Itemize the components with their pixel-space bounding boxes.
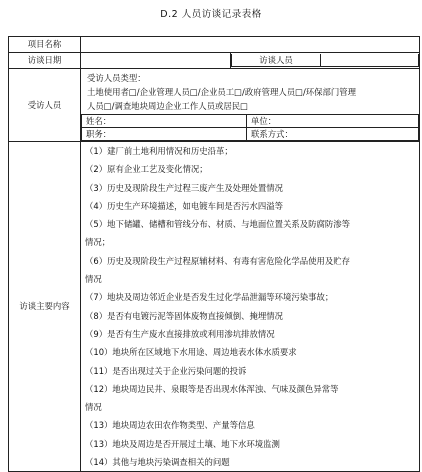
content-item: （1）建厂前土地利用情况和历史沿革； bbox=[85, 146, 233, 156]
interviewer-field[interactable] bbox=[321, 54, 419, 67]
content-item: （9）是否有生产废水直接排放或利用渗坑排放情况 bbox=[85, 328, 275, 339]
project-name-field[interactable] bbox=[81, 37, 420, 53]
content-item: （13）地块周边农田农作物类型、产量等信息 bbox=[85, 420, 255, 431]
content-item: （3）历史及现阶段生产过程三废产生及处理处置情况 bbox=[85, 182, 283, 193]
interview-date-field[interactable] bbox=[81, 53, 231, 69]
main-content-label: 访谈主要内容 bbox=[9, 142, 81, 472]
contact-field[interactable] bbox=[247, 128, 419, 141]
row-interviewee bbox=[9, 69, 420, 142]
interviewee-details bbox=[81, 69, 420, 142]
content-item: （11）是否出现过关于企业污染问题的投诉 bbox=[85, 365, 247, 376]
content-item-continuation: 情况； bbox=[85, 237, 111, 248]
content-item: （8）是否有电镀污泥等固体废物直接倾倒、掩埋情况 bbox=[85, 310, 283, 321]
row-interview-date bbox=[9, 53, 420, 69]
content-item-continuation: 情况 bbox=[85, 274, 102, 285]
content-item: （10）地块所在区域地下水用途、周边地表水体水质要求 bbox=[85, 347, 297, 358]
content-item: （4）历史生产环境描述，如电镀车间是否污水四溢等 bbox=[85, 200, 283, 211]
unit-label: 单位： bbox=[251, 116, 277, 126]
content-item: （13）地块及周边是否开展过土壤、地下水环境监测 bbox=[85, 438, 280, 449]
interview-record-table bbox=[8, 36, 420, 472]
position-field[interactable] bbox=[82, 128, 247, 141]
name-label: 姓名： bbox=[86, 116, 112, 126]
interviewer-label: 访谈人员 bbox=[232, 54, 321, 67]
content-item: （2）原有企业工艺及变化情况； bbox=[85, 164, 208, 175]
content-item: （14）其他与地块污染调查相关的问题 bbox=[85, 457, 230, 468]
content-item-continuation: 情况 bbox=[85, 402, 102, 413]
content-item: （6）历史及现阶段生产过程原辅材料、有毒有害危险化学品使用及贮存 bbox=[85, 255, 350, 266]
row-project-name bbox=[9, 37, 420, 53]
form-title: D.2 人员访谈记录表格 bbox=[160, 9, 262, 20]
interviewee-type-options-line1[interactable]: 土地使用者□/企业管理人员□/企业员工□/政府管理人员□/环保部门管理 bbox=[87, 87, 357, 97]
project-name-label: 项目名称 bbox=[9, 37, 81, 53]
unit-field[interactable] bbox=[247, 115, 419, 128]
interviewee-type-options-line2[interactable]: 人员□/调查地块周边企业工作人员或居民□ bbox=[87, 101, 249, 111]
content-item: （7）地块及周边邻近企业是否发生过化学品泄漏等环境污染事故； bbox=[85, 292, 334, 303]
interview-date-label: 访谈日期 bbox=[9, 53, 81, 69]
name-field[interactable] bbox=[82, 115, 247, 128]
row-main-content bbox=[9, 142, 420, 472]
interviewee-label: 受访人员 bbox=[9, 69, 81, 142]
main-content-list bbox=[81, 142, 420, 472]
interviewer-cell bbox=[231, 53, 420, 69]
position-label: 职务： bbox=[86, 129, 112, 139]
content-item: （12）地块周边民井、泉眼等是否出现水体浑浊、气味及颜色异常等 bbox=[85, 383, 339, 394]
contact-label: 联系方式： bbox=[251, 129, 293, 139]
interviewee-type-label: 受访人员类型： bbox=[87, 73, 146, 83]
content-item: （5）地下储罐、储槽和管线分布、材质、与地面位置关系及防腐防渗等 bbox=[85, 219, 350, 230]
